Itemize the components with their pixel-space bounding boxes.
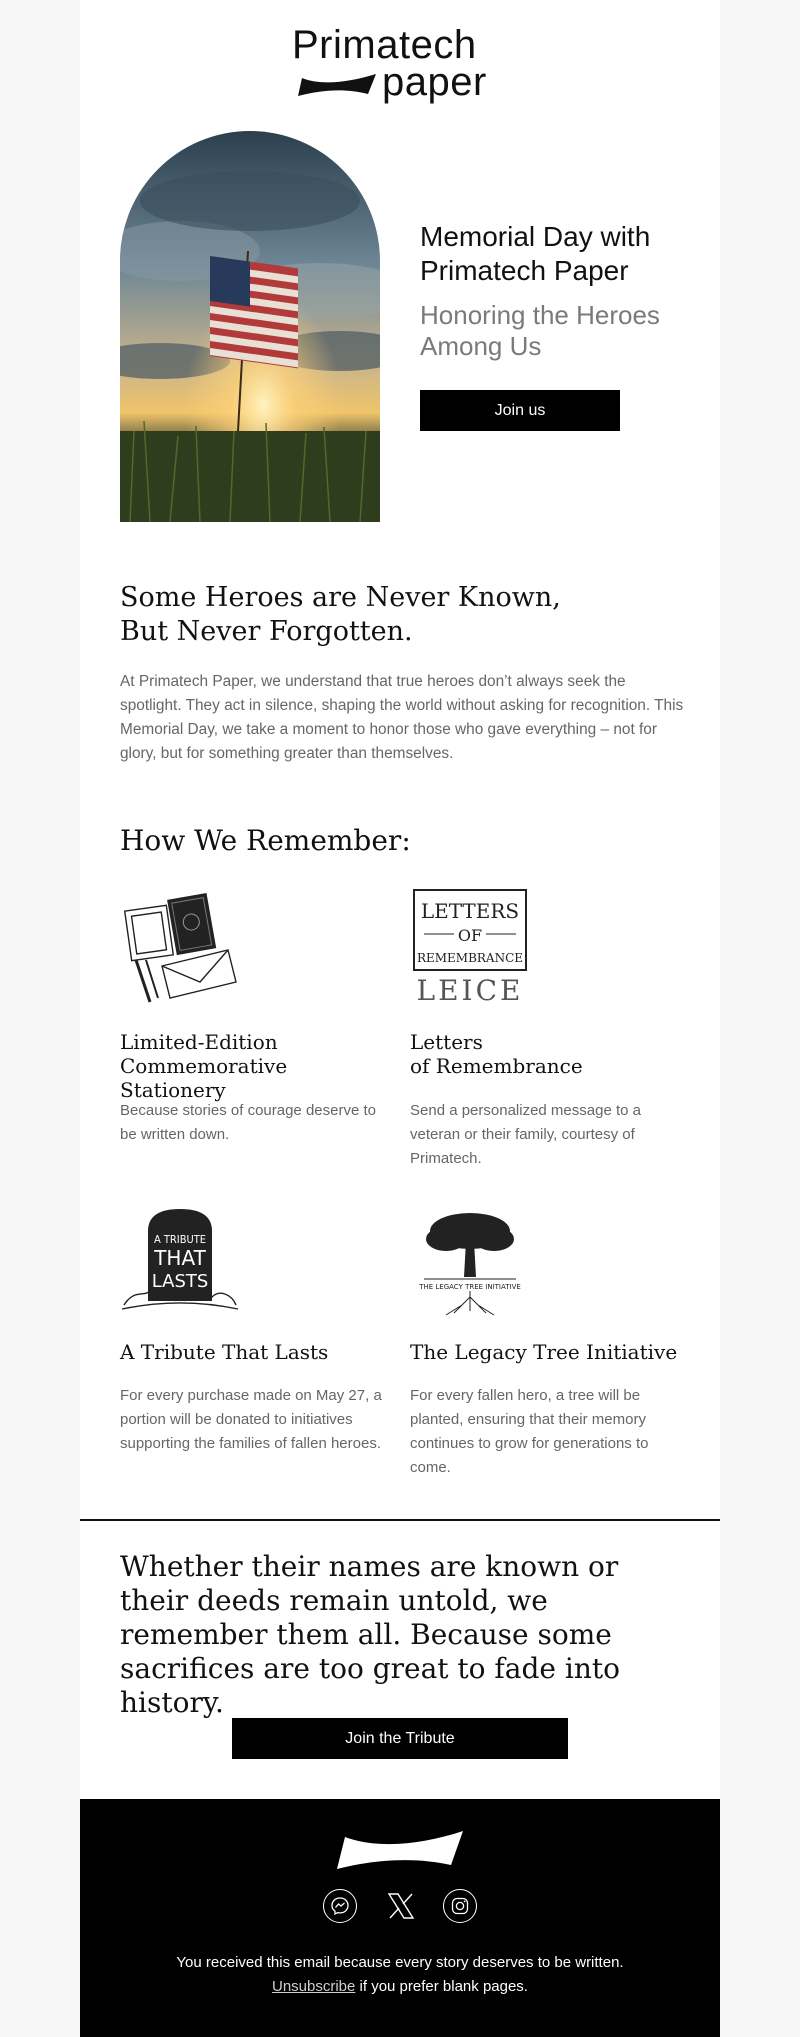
intro-title-line1: Some Heroes are Never Known,: [120, 582, 561, 613]
footer: [80, 1799, 720, 2037]
feature-body-stationery: Because stories of courage deserve to be written down.: [120, 1102, 376, 1143]
closing-statement: Whether their names are known or their deeds remain untold, we remember them all. Because some sacrifices are too great to fade into history.: [120, 1550, 620, 1719]
feature-body-tribute: For every purchase made on May 27, a portion will be donated to initiatives supporting the families of fallen heroes.: [120, 1387, 382, 1452]
icon-text-letters: LETTERS: [420, 899, 520, 923]
instagram-icon[interactable]: [443, 1889, 477, 1923]
feature-title-line1: A Tribute That Lasts: [120, 1340, 329, 1364]
icon-text-that: THAT: [154, 1246, 206, 1270]
footer-line2-rest: if you prefer blank pages.: [355, 1978, 528, 1995]
icon-text-lasts: LASTS: [151, 1271, 209, 1292]
icon-text-legacy-tree: THE LEGACY TREE INITIATIVE: [419, 1283, 521, 1291]
intro-title-line2: But Never Forgotten.: [120, 616, 413, 647]
email-container: [80, 0, 720, 2037]
messenger-icon[interactable]: [323, 1889, 357, 1923]
hero-flag-image: [120, 131, 380, 522]
hero-subtitle: Honoring the Heroes Among Us: [420, 300, 660, 361]
icon-text-a-tribute: A TRIBUTE: [153, 1233, 207, 1246]
flag-sunset-illustration: [120, 131, 380, 522]
section-title-how-we-remember: How We Remember:: [120, 824, 411, 857]
icon-text-remembrance: REMEMBRANCE: [416, 951, 524, 965]
logo-swoosh-icon: [296, 72, 378, 98]
feature-title-line2: Commemorative Stationery: [120, 1054, 288, 1102]
tombstone-icon: [120, 1201, 240, 1321]
brand-logo[interactable]: [292, 23, 508, 104]
footer-notice: [80, 1951, 720, 1999]
tree-icon: [410, 1201, 530, 1321]
feature-title-line2: of Remembrance: [410, 1054, 583, 1078]
letters-of-remembrance-icon: [410, 886, 530, 1006]
icon-text-of: OF: [457, 926, 483, 945]
feature-title-letters: [410, 1030, 680, 1078]
x-icon[interactable]: [384, 1889, 418, 1923]
feature-body-letters: Send a personalized message to a veteran or their family, courtesy of Primatech.: [410, 1102, 641, 1167]
logo-text-paper: paper: [382, 60, 487, 104]
feature-title-tribute: [120, 1340, 390, 1364]
join-the-tribute-button[interactable]: Join the Tribute: [232, 1718, 568, 1759]
logo-text-primatech: Primatech: [292, 23, 477, 67]
feature-title-line1: Limited-Edition: [120, 1030, 278, 1054]
intro-title: [120, 581, 680, 649]
intro-body: At Primatech Paper, we understand that true heroes don’t always seek the spotlight. They act in silence, shaping the world without asking for recognition. This Memorial Day, we take a moment to honor those who gave everything – not for glory, but for something greater than themselves.: [120, 673, 684, 762]
stationery-icon: [120, 886, 240, 1006]
icon-text-leice: LEICE: [416, 974, 524, 1006]
feature-body-legacy-tree: For every fallen hero, a tree will be planted, ensuring that their memory continues to grow for generations to come.: [410, 1387, 649, 1476]
join-us-button[interactable]: Join us: [420, 390, 620, 431]
feature-title-line1: Letters: [410, 1030, 483, 1054]
footer-line2: [80, 1975, 720, 1999]
section-divider: [80, 1519, 720, 1521]
feature-title-legacy-tree: [410, 1340, 680, 1364]
hero-title: Memorial Day with Primatech Paper: [420, 221, 651, 286]
feature-title-stationery: [120, 1030, 390, 1102]
feature-title-line1: The Legacy Tree Initiative: [410, 1340, 678, 1364]
footer-logo-swoosh-icon[interactable]: [335, 1829, 465, 1871]
footer-line1: You received this email because every story deserves to be written.: [176, 1954, 624, 1971]
unsubscribe-link[interactable]: Unsubscribe: [272, 1978, 356, 1995]
